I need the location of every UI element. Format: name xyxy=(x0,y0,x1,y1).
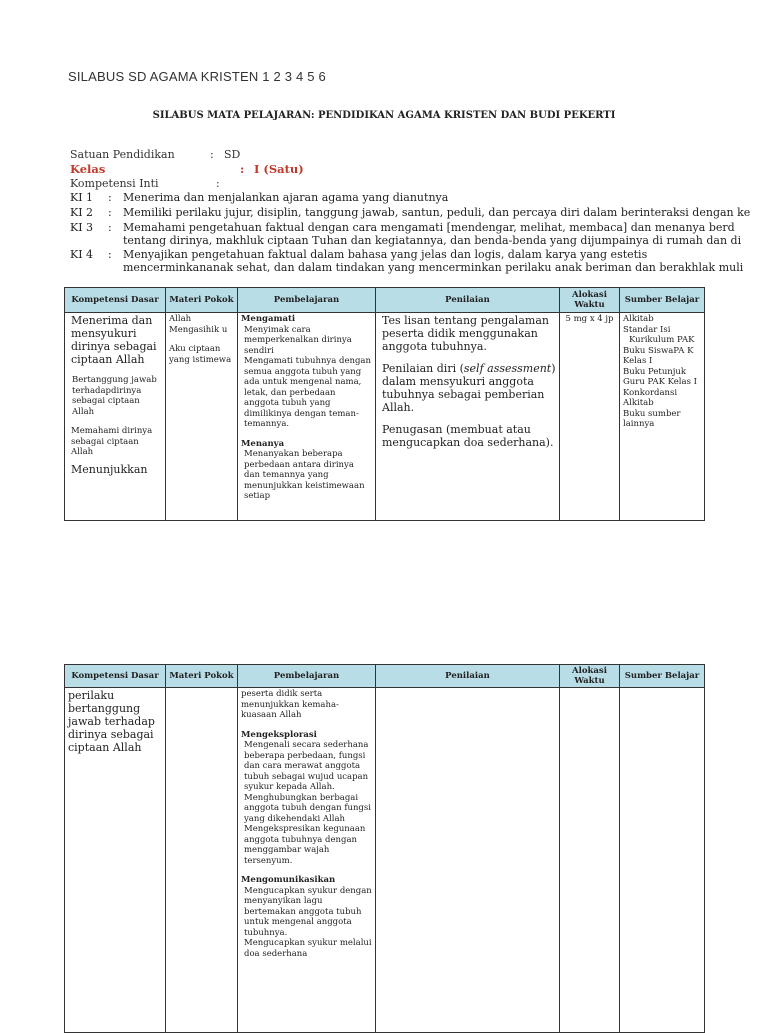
penilaian-text: Penilaian diri ( xyxy=(382,362,464,375)
header-pembelajaran: Pembelajaran xyxy=(238,288,376,313)
satuan-colon: : xyxy=(210,148,214,161)
pembelajaran-heading: Menanya xyxy=(241,438,285,449)
satuan-label: Satuan Pendidikan xyxy=(70,148,175,161)
kompetensi-inti-row xyxy=(70,177,230,190)
header-penilaian: Penilaian xyxy=(376,665,560,688)
document-title: SILABUS SD AGAMA KRISTEN 1 2 3 4 5 6 xyxy=(68,69,326,84)
penilaian-item xyxy=(379,362,556,414)
kd-item: perilaku bertanggung jawab terhadap dirinya sebagai ciptaan Allah xyxy=(68,689,155,754)
kelas-colon: : xyxy=(240,162,245,176)
ki-text: Menerima dan menjalankan ajaran agama yang dianutnya xyxy=(123,191,449,204)
satuan-value: SD xyxy=(224,148,241,161)
kd-item: Menerima dan mensyukuri dirinya sebagai ciptaan Allah xyxy=(71,314,157,366)
ki-text: Menyajikan pengetahuan faktual dalam bahasa yang jelas dan logis, dalam karya yang estetis xyxy=(123,248,648,261)
alokasi-cell xyxy=(560,688,620,1033)
pembelajaran-item: Menyimak cara memperkenalkan dirinya sendiri xyxy=(244,324,352,356)
subject-title: SILABUS MATA PELAJARAN: PENDIDIKAN AGAMA KRISTEN DAN BUDI PEKERTI xyxy=(152,110,616,121)
header-alokasi-waktu: Alokasi Waktu xyxy=(560,665,620,688)
ki-colon: : xyxy=(216,177,220,190)
sumber-cell xyxy=(620,688,705,1033)
pembelajaran-heading: Mengamati xyxy=(241,314,296,324)
header-pembelajaran: Pembelajaran xyxy=(238,665,376,688)
pembelajaran-cell xyxy=(238,313,376,521)
table-header-row xyxy=(65,288,705,313)
sumber-item: Konkordansi Alkitab xyxy=(623,387,678,408)
pembelajaran-item: peserta didik serta menunjukkan kemaha-kuasaan Allah xyxy=(241,689,339,720)
header-kompetensi-dasar: Kompetensi Dasar xyxy=(65,665,166,688)
ki-code: KI 4 xyxy=(70,248,94,261)
penilaian-cell xyxy=(376,688,560,1033)
ki-text-continued: tentang dirinya, makhluk ciptaan Tuhan dan kegiatannya, dan benda-benda yang dijumpainya di rumah dan di xyxy=(123,234,742,247)
table-row xyxy=(65,313,705,521)
syllabus-table-2 xyxy=(64,664,705,1033)
ki-code: KI 1 xyxy=(70,191,94,204)
sumber-item: Buku sumber lainnya xyxy=(623,408,681,429)
table-header-row xyxy=(65,665,705,688)
sumber-item: Buku SiswaPA K Kelas I xyxy=(623,345,694,366)
header-sumber-belajar: Sumber Belajar xyxy=(620,288,705,313)
materi-cell xyxy=(166,688,238,1033)
ki-colon: : xyxy=(108,221,112,234)
ki-text: Memahami pengetahuan faktual dengan cara mengamati [mendengar, melihat, membaca] dan menanya berd xyxy=(123,221,735,234)
header-penilaian: Penilaian xyxy=(376,288,560,313)
penilaian-text: ) dalam mensyukuri anggota tubuhnya sebagai pemberian Allah. xyxy=(382,362,556,414)
kd-cell xyxy=(65,688,166,1033)
pembelajaran-heading: Mengomunikasikan xyxy=(241,875,336,885)
kd-cell xyxy=(65,313,166,521)
pembelajaran-cell xyxy=(238,688,376,1033)
kelas-row xyxy=(70,162,304,176)
alokasi-cell xyxy=(560,313,620,521)
header-materi-pokok: Materi Pokok xyxy=(166,288,238,313)
pembelajaran-item: Mengamati tubuhnya dengan semua anggota tubuh yang ada untuk mengenal nama, letak, dan perbedaan anggota tubuh yang dimilikinya dengan teman-temannya. xyxy=(244,356,371,429)
materi-item: Allah Mengasihik u xyxy=(169,314,228,335)
pembelajaran-item: Mengenali secara sederhana beberapa perbedaan, fungsi dan cara merawat anggota tubuh sebagai wujud ucapan syukur kepada Allah. xyxy=(244,740,369,792)
ki-label: Kompetensi Inti xyxy=(70,177,159,190)
ki-colon: : xyxy=(108,191,112,204)
sumber-item: Alkitab xyxy=(623,314,654,324)
kd-item: Menunjukkan xyxy=(71,462,148,476)
materi-item: Aku ciptaan yang istimewa xyxy=(169,344,232,365)
pembelajaran-item: Menanyakan beberapa perbedaan antara dirinya dan temannya yang menunjukkan keistimewaan setiap xyxy=(244,449,365,501)
ki-colon: : xyxy=(108,206,112,219)
pembelajaran-item: Mengucapkan syukur dengan menyanyikan lagu bertemakan anggota tubuh untuk mengenal anggota tubuhnya. xyxy=(244,885,372,938)
table-row xyxy=(65,688,705,1033)
satuan-pendidikan-row xyxy=(70,148,240,161)
sumber-cell xyxy=(620,313,705,521)
ki-code: KI 2 xyxy=(70,206,94,219)
pembelajaran-item: Mengekspresikan kegunaan anggota tubuhnya dengan menggambar wajah tersenyum. xyxy=(244,824,366,866)
materi-cell xyxy=(166,313,238,521)
pembelajaran-item: Mengucapkan syukur melalui doa sederhana xyxy=(244,938,372,959)
header-alokasi-waktu: Alokasi Waktu xyxy=(560,288,620,313)
penilaian-italic-text: self assessment xyxy=(463,362,552,375)
ki-text: Memiliki perilaku jujur, disiplin, tanggung jawab, santun, peduli, dan percaya diri dalam berinteraksi dengan ke xyxy=(123,206,751,219)
header-kompetensi-dasar: Kompetensi Dasar xyxy=(65,288,166,313)
syllabus-table-1 xyxy=(64,287,705,521)
kd-item: Bertanggung jawab terhadapdirinya sebagai ciptaan Allah xyxy=(72,375,157,417)
pembelajaran-item: Menghubungkan berbagai anggota tubuh dengan fungsi yang dikehendaki Allah xyxy=(244,792,371,824)
ki-text-continued: mencerminkananak sehat, dan dalam tindakan yang mencerminkan perilaku anak beriman dan berakhlak muli xyxy=(123,261,744,274)
header-materi-pokok: Materi Pokok xyxy=(166,665,238,688)
sumber-item: Kurikulum PAK xyxy=(629,335,695,345)
sumber-item: Standar Isi xyxy=(623,324,671,335)
header-sumber-belajar: Sumber Belajar xyxy=(620,665,705,688)
ki-code: KI 3 xyxy=(70,221,94,234)
pembelajaran-heading: Mengeksplorasi xyxy=(241,729,317,740)
sumber-item: Buku Petunjuk Guru PAK Kelas I xyxy=(623,366,697,387)
penilaian-cell xyxy=(376,313,560,521)
alokasi-value: 5 mg x 4 jp xyxy=(565,314,614,324)
kelas-label: Kelas xyxy=(70,162,106,176)
kelas-value: I (Satu) xyxy=(254,162,304,176)
penilaian-item: Penugasan (membuat atau mengucapkan doa sederhana). xyxy=(382,423,554,449)
kd-item: Memahami dirinya sebagai ciptaan Allah xyxy=(71,426,153,457)
penilaian-item: Tes lisan tentang pengalaman peserta didik menggunakan anggota tubuhnya. xyxy=(382,314,549,353)
ki-colon: : xyxy=(108,248,112,261)
